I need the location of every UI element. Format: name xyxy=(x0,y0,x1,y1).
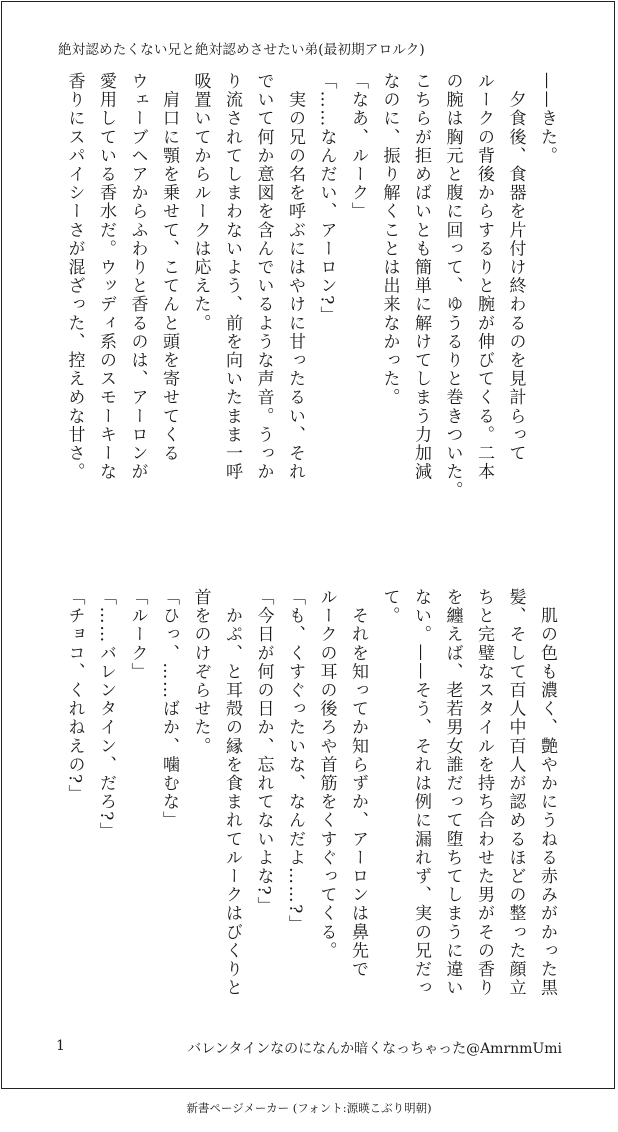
text-line: ルークの耳の後ろや首筋をくすぐってくる。 xyxy=(316,588,337,960)
text-line: 夕食後、食器を片付け終わるのを見計らって xyxy=(505,72,526,463)
vertical-text-block-top xyxy=(58,72,562,532)
text-line: かぷ、と耳殻の縁を食まれてルークはびくりと xyxy=(222,588,242,998)
book-page xyxy=(1,1,615,1089)
page-title: 絶対認めたくない兄と絶対認めさせたい弟(最初期アロルク) xyxy=(58,42,425,58)
text-line: 首をのけぞらせた。 xyxy=(190,588,211,756)
text-line: 「ルーク」 xyxy=(127,588,148,681)
text-line: ——きた。 xyxy=(537,72,557,165)
text-line: 「今日が何の日か、忘れてないよな?」 xyxy=(253,588,274,915)
text-line: なのに、振り解くことは出来なかった。 xyxy=(379,72,400,407)
text-line: を纏えば、老若男女誰だって堕ちてしまうに違い xyxy=(442,588,463,998)
text-line: 「チョコ、くれねえの?」 xyxy=(64,588,85,804)
text-line: 肌の色も濃く、艶やかにうねる赤みがかった黒 xyxy=(537,588,557,998)
text-line: ルークの背後からするりと腕が伸びてくる。二本 xyxy=(474,72,494,482)
text-line: て。 xyxy=(379,588,400,626)
text-line: の腕は胸元と腹に回って、ゆうるりと巻きついた。 xyxy=(442,72,463,500)
text-line: でいて何か意図を含んでいるような声音。うっか xyxy=(253,72,274,482)
text-line: 「なあ、ルーク」 xyxy=(348,72,368,221)
text-line: 「ひっ、……ばか、噛むな」 xyxy=(159,588,179,830)
footer-credit: バレンタインなのになんか暗くなっちゃった@AmrnmUmi xyxy=(187,1041,562,1057)
text-line: 「……バレンタイン、だろ?」 xyxy=(96,588,116,841)
text-line: 髪、そして百人中百人が認めるほどの整った顔立 xyxy=(505,588,526,998)
generator-caption: 新書ページメーカー (フォント:源暎こぶり明朝) xyxy=(186,1101,432,1115)
text-line: 実の兄の名を呼ぶにはやけに甘ったるい、それ xyxy=(285,72,305,482)
text-line: 「も、くすぐったいな、なんだよ……?」 xyxy=(285,588,305,934)
text-line: ない。——そう、それは例に漏れず、実の兄だっ xyxy=(411,588,431,998)
text-line: それを知ってか知らずか、アーロンは鼻先で xyxy=(348,588,368,979)
text-line: ウェーブヘアからふわりと香るのは、アーロンが xyxy=(127,72,148,482)
text-line: 香りにスパイシーさが混ざった、控えめな甘さ。 xyxy=(64,72,85,482)
page-number: 1 xyxy=(56,1038,65,1054)
text-line: 吸置いてからルークは応えた。 xyxy=(190,72,211,333)
text-line: り流されてしまわないよう、前を向いたまま一呼 xyxy=(222,72,242,482)
text-line: 愛用している香水だ。ウッディ系のスモーキーな xyxy=(96,72,116,482)
text-line: ちと完璧なスタイルを持ち合わせた男がその香り xyxy=(474,588,494,998)
vertical-text-block-bottom xyxy=(58,588,562,998)
text-line: こちらが拒めばいとも簡単に解けてしまう力加減 xyxy=(411,72,431,482)
text-line: 「……なんだい、アーロン?」 xyxy=(316,72,337,325)
text-line: 肩口に顎を乗せて、こてんと頭を寄せてくる xyxy=(159,72,179,463)
